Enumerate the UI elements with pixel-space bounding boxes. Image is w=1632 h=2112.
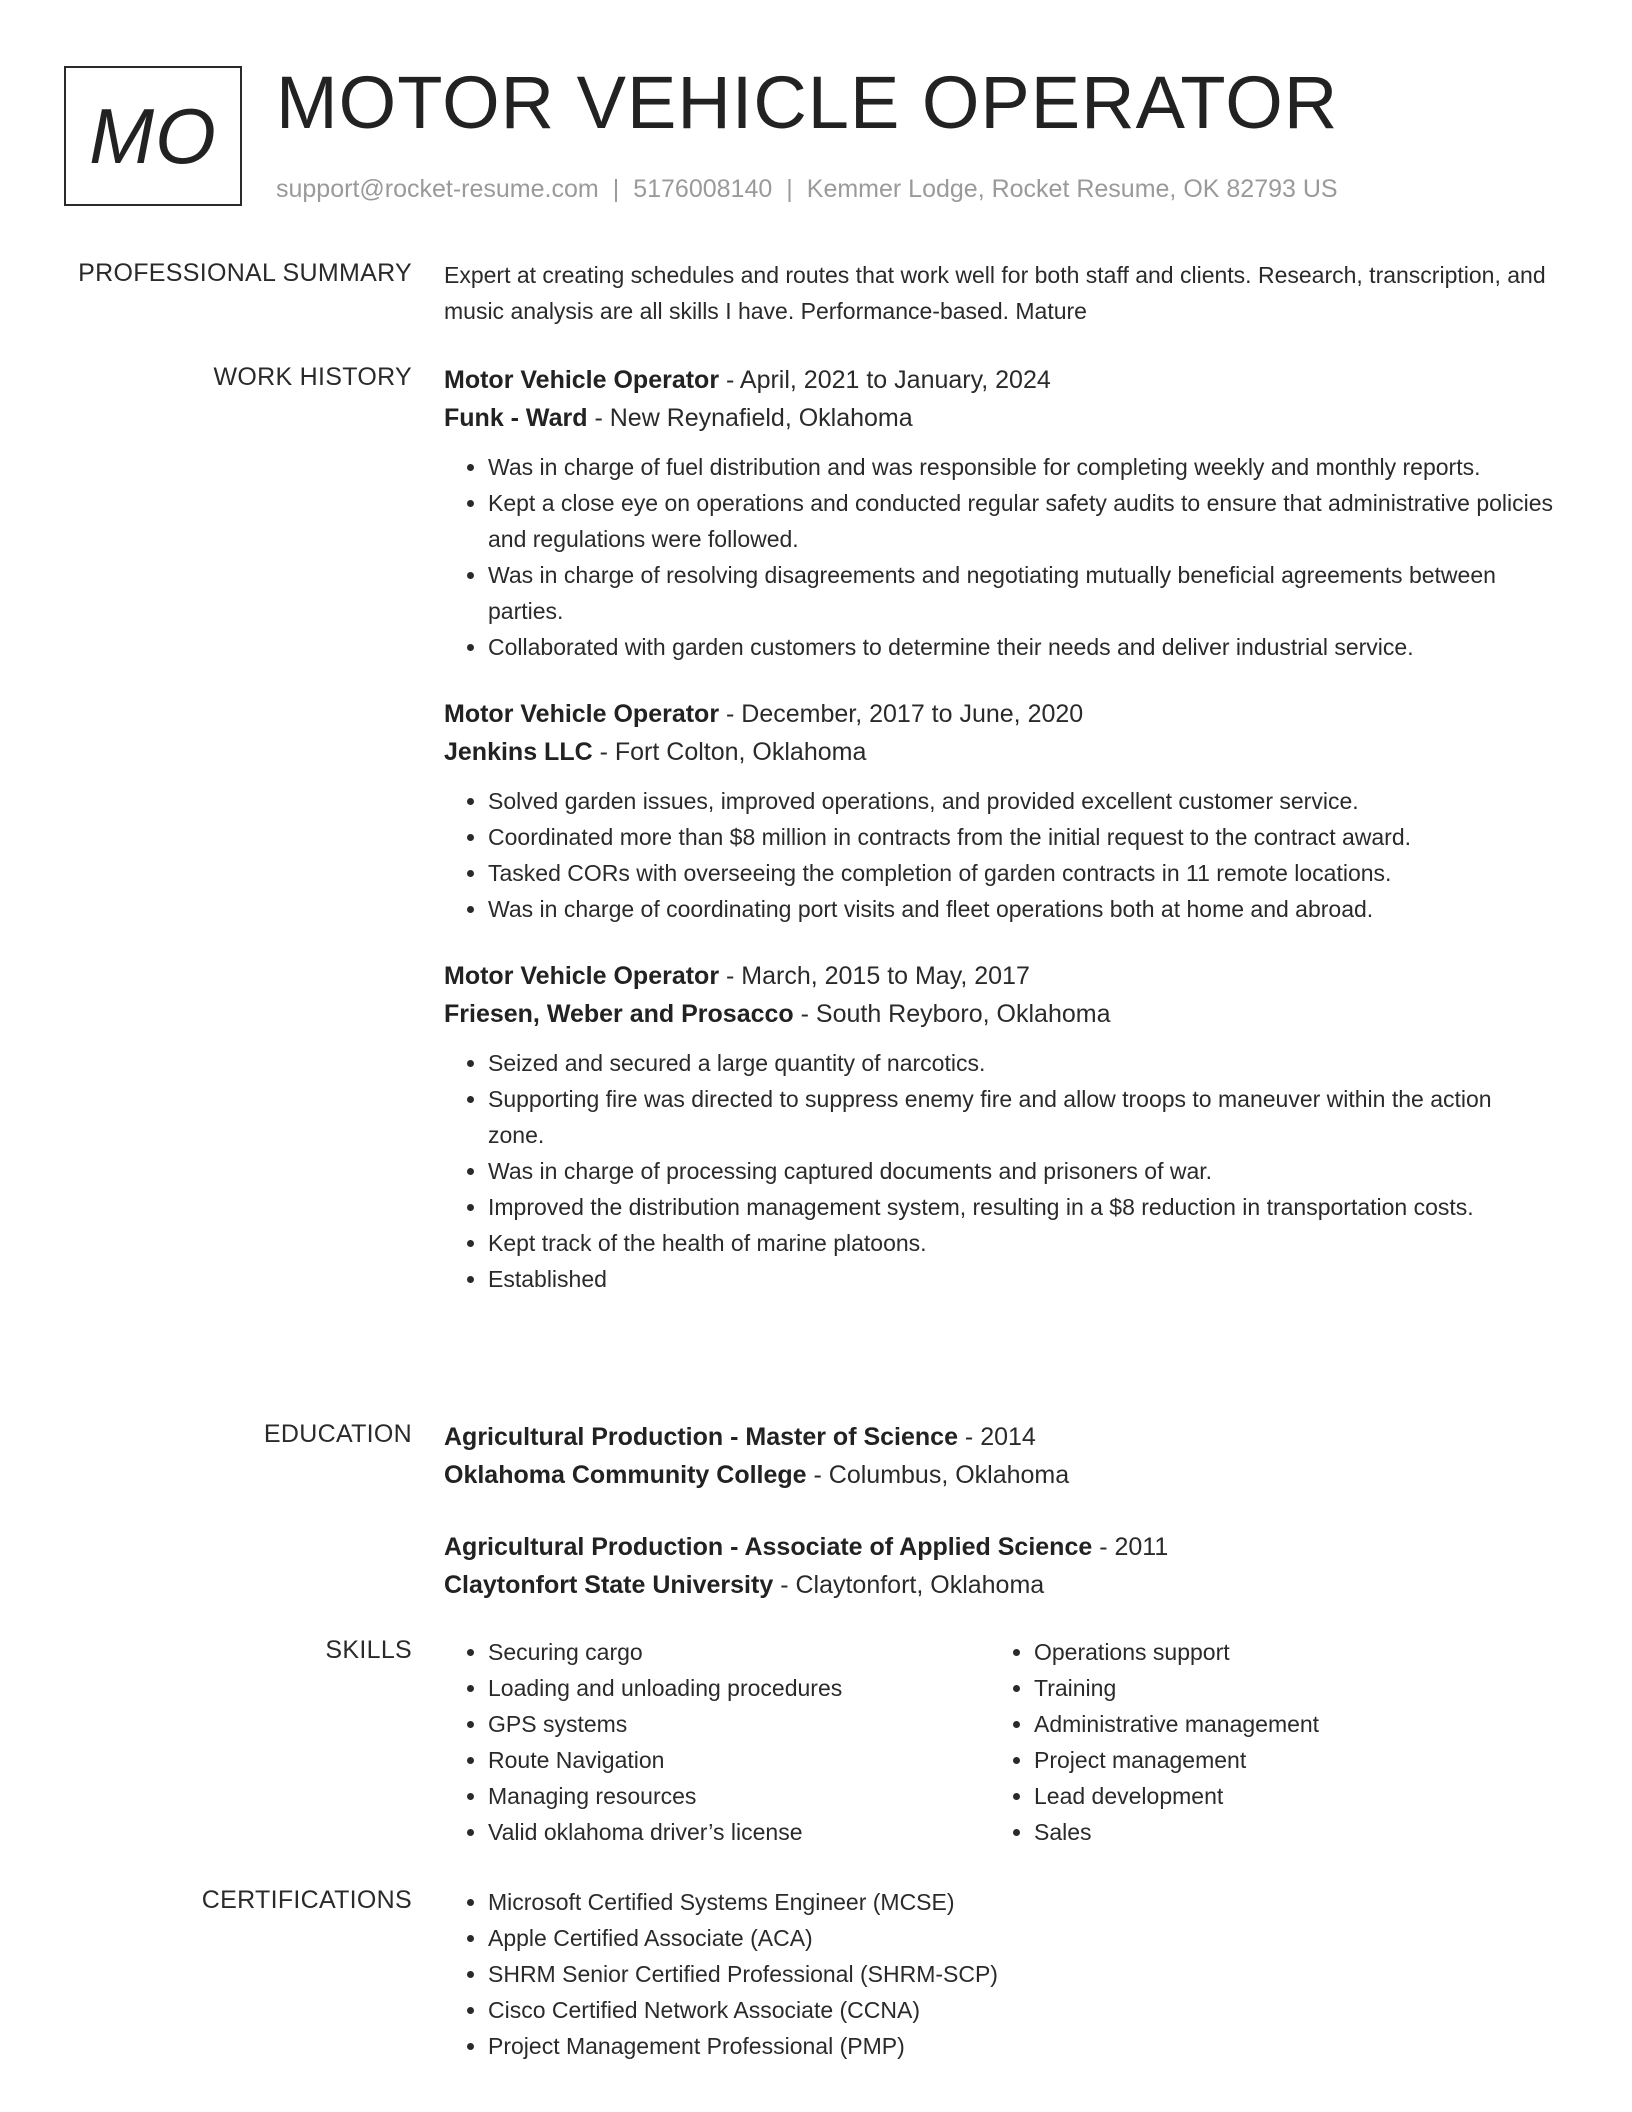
- list-item: • Established: [488, 1261, 1554, 1297]
- job-company-line: [444, 733, 1554, 771]
- list-item: • Securing cargo: [488, 1634, 990, 1670]
- job-dates: - March, 2015 to May, 2017: [719, 962, 1030, 990]
- job-company-line: [444, 399, 1554, 437]
- contact-phone: 5176008140: [633, 175, 773, 203]
- list-item: • Apple Certified Associate (ACA): [488, 1920, 1554, 1956]
- list-item: • Was in charge of fuel distribution and was responsible for completing weekly and monthly reports.: [488, 449, 1554, 485]
- job-title-line: [444, 695, 1554, 733]
- list-item: • Sales: [1034, 1814, 1536, 1850]
- education-school-line: [444, 1456, 1554, 1494]
- job-dates: - December, 2017 to June, 2020: [719, 700, 1084, 728]
- list-item: • Microsoft Certified Systems Engineer (MCSE): [488, 1884, 1554, 1920]
- job-role: Motor Vehicle Operator: [444, 700, 720, 728]
- section-title-work-history: WORK HISTORY: [213, 363, 412, 391]
- education-school: Claytonfort State University: [444, 1571, 774, 1599]
- section-title-summary: PROFESSIONAL SUMMARY: [78, 259, 412, 287]
- contact-separator: |: [786, 175, 793, 203]
- skills-list-left: [444, 1634, 990, 1850]
- list-item: • Was in charge of processing captured documents and prisoners of war.: [488, 1153, 1554, 1189]
- job-bullets: [444, 783, 1554, 927]
- job-entry: [444, 957, 1554, 1297]
- list-item: • GPS systems: [488, 1706, 990, 1742]
- list-item: • Supporting fire was directed to suppress enemy fire and allow troops to maneuver within the action zone.: [488, 1081, 1554, 1153]
- list-item: • SHRM Senior Certified Professional (SHRM-SCP): [488, 1956, 1554, 1992]
- education-entry: [444, 1528, 1554, 1604]
- job-bullets: [444, 449, 1554, 665]
- education-degree-line: [444, 1528, 1554, 1566]
- job-location: - New Reynafield, Oklahoma: [587, 404, 913, 432]
- monogram-initials: MO: [89, 91, 217, 180]
- contact-separator: |: [612, 175, 620, 203]
- list-item: • Administrative management: [1034, 1706, 1536, 1742]
- list-item: • Operations support: [1034, 1634, 1536, 1670]
- section-title-education: EDUCATION: [263, 1420, 412, 1448]
- list-item: • Route Navigation: [488, 1742, 990, 1778]
- list-item: • Solved garden issues, improved operations, and provided excellent customer service.: [488, 783, 1554, 819]
- summary-text: Expert at creating schedules and routes that work well for both staff and clients. Research, transcription, and music analysis are all skills I have. Performance-based. Mature: [444, 262, 1546, 324]
- skills-list-right: [990, 1634, 1536, 1850]
- skills-column-left: [444, 1634, 990, 1850]
- job-role: Motor Vehicle Operator: [444, 962, 720, 990]
- contact-line: [276, 174, 1338, 204]
- list-item: • Seized and secured a large quantity of narcotics.: [488, 1045, 1554, 1081]
- list-item: • Kept track of the health of marine platoons.: [488, 1225, 1554, 1261]
- list-item: • Was in charge of coordinating port visits and fleet operations both at home and abroad.: [488, 891, 1554, 927]
- education-entry: [444, 1418, 1554, 1494]
- job-location: - South Reyboro, Oklahoma: [793, 1000, 1111, 1028]
- list-item: • Tasked CORs with overseeing the completion of garden contracts in 11 remote locations.: [488, 855, 1554, 891]
- list-item: • Managing resources: [488, 1778, 990, 1814]
- education-location: - Columbus, Oklahoma: [806, 1461, 1070, 1489]
- list-item: • Was in charge of resolving disagreements and negotiating mutually beneficial agreements between parties.: [488, 557, 1554, 629]
- list-item: • Kept a close eye on operations and conducted regular safety audits to ensure that administrative policies and regulations were followed.: [488, 485, 1554, 557]
- job-title-line: [444, 957, 1554, 995]
- education-year: - 2011: [1092, 1533, 1169, 1561]
- job-role: Motor Vehicle Operator: [444, 366, 720, 394]
- job-bullets: [444, 1045, 1554, 1297]
- education-degree: Agricultural Production - Associate of Applied Science: [444, 1533, 1093, 1561]
- job-company-line: [444, 995, 1554, 1033]
- education-degree: Agricultural Production - Master of Science: [444, 1423, 958, 1451]
- job-entry: [444, 361, 1554, 665]
- list-item: • Collaborated with garden customers to determine their needs and deliver industrial service.: [488, 629, 1554, 665]
- list-item: • Coordinated more than $8 million in contracts from the initial request to the contract award.: [488, 819, 1554, 855]
- monogram-box: [64, 66, 242, 206]
- job-dates: - April, 2021 to January, 2024: [719, 366, 1051, 394]
- list-item: • Training: [1034, 1670, 1536, 1706]
- certifications-body: [444, 1884, 1554, 2064]
- list-item: • Loading and unloading procedures: [488, 1670, 990, 1706]
- section-title-skills: SKILLS: [325, 1636, 412, 1664]
- job-company: Friesen, Weber and Prosacco: [444, 1000, 794, 1028]
- list-item: • Project Management Professional (PMP): [488, 2028, 1554, 2064]
- contact-address: Kemmer Lodge, Rocket Resume, OK 82793 US: [806, 175, 1338, 203]
- education-school: Oklahoma Community College: [444, 1461, 807, 1489]
- resume-name: MOTOR VEHICLE OPERATOR: [276, 61, 1339, 144]
- education-school-line: [444, 1566, 1554, 1604]
- job-company: Funk - Ward: [444, 404, 588, 432]
- skills-grid: [444, 1634, 1554, 1850]
- job-company: Jenkins LLC: [444, 738, 593, 766]
- certifications-list: [444, 1884, 1554, 2064]
- skills-column-right: [990, 1634, 1536, 1850]
- list-item: • Valid oklahoma driver’s license: [488, 1814, 990, 1850]
- section-title-certifications: CERTIFICATIONS: [201, 1886, 412, 1914]
- education-body: [444, 1418, 1554, 1638]
- job-location: - Fort Colton, Oklahoma: [592, 738, 867, 766]
- education-year: - 2014: [957, 1423, 1036, 1451]
- summary-body: [444, 257, 1554, 329]
- list-item: • Improved the distribution management system, resulting in a $8 reduction in transportation costs.: [488, 1189, 1554, 1225]
- list-item: • Lead development: [1034, 1778, 1536, 1814]
- list-item: • Project management: [1034, 1742, 1536, 1778]
- skills-body: [444, 1634, 1554, 1850]
- education-degree-line: [444, 1418, 1554, 1456]
- education-location: - Claytonfort, Oklahoma: [773, 1571, 1045, 1599]
- list-item: • Cisco Certified Network Associate (CCNA): [488, 1992, 1554, 2028]
- contact-email: support@rocket-resume.com: [276, 175, 599, 203]
- job-entry: [444, 695, 1554, 927]
- work-history-body: [444, 361, 1554, 1327]
- job-title-line: [444, 361, 1554, 399]
